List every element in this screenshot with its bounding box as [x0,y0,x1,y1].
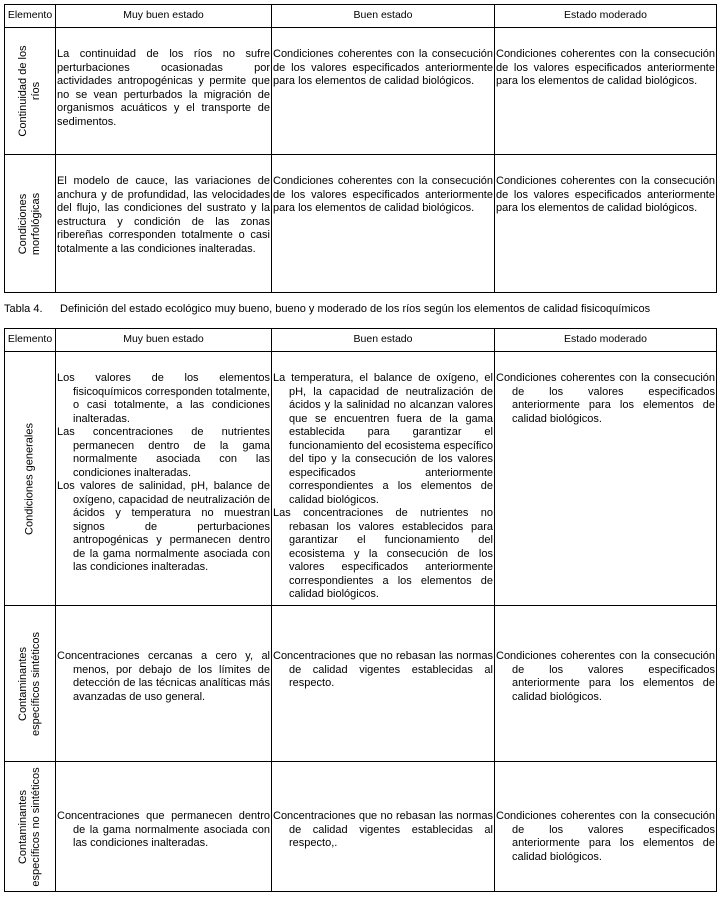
cell-very-good: Los valores de los elementos fisicoquímicos corresponden totalmente, o casi totalmente, a las condiciones inalteradas. Las concentraciones de nutrientes permanecen dentro de la gama normalmente asociada con las condiciones inalteradas. Los valores de salinidad, pH, balance de oxígeno, capacidad de neutralización de ácidos y temperatura no muestran signos de perturbaciones antropogénicas y permanecen dentro de la gama normalmente asociada con las condiciones inalteradas. [56,352,272,606]
table-header-row [5,329,717,352]
table-row [5,155,717,293]
table-caption [4,303,720,317]
row-element-label: Contaminantes específicos no sintéticos [5,762,56,892]
cell-very-good: La continuidad de los ríos no sufre perturbaciones ocasionadas por actividades antropogénicas y permite que no se vean perturbados la migración de organismos acuáticos y el transporte de sedimentos. [56,28,272,155]
hydromorphological-table [4,4,717,293]
row-element-label: Condiciones generales [5,352,56,606]
cell-good: Concentraciones que no rebasan las normas de calidad vigentes establecidas al respecto,. [272,762,495,892]
row-element-label: Continuidad de los ríos [5,28,56,155]
cell-very-good: El modelo de cauce, las variaciones de anchura y de profundidad, las velocidades del flujo, las condiciones del sustrato y la estructura y condición de las zonas ribereñas corresponden totalmente o casi totalmente a las condiciones inalteradas. [56,155,272,293]
cell-moderate: Condiciones coherentes con la consecución de los valores especificados anteriormente para los elementos de calidad biológicos. [495,352,717,606]
cell-moderate: Condiciones coherentes con la consecución de los valores especificados anteriormente para los elementos de calidad biológicos. [495,28,717,155]
caption-text: Definición del estado ecológico muy bueno, bueno y moderado de los ríos según los elementos de calidad fisicoquímicos [60,303,651,315]
table-row [5,762,717,892]
header-moderate: Estado moderado [495,329,717,352]
cell-very-good: Concentraciones que permanecen dentro de la gama normalmente asociada con las condiciones inalteradas. [56,762,272,892]
table-row [5,606,717,762]
caption-number: Tabla 4. [4,303,43,315]
table-header-row [5,5,717,28]
header-element: Elemento [5,329,56,352]
cell-moderate: Condiciones coherentes con la consecución de los valores especificados anteriormente para los elementos de calidad biológicos. [495,606,717,762]
cell-very-good: Concentraciones cercanas a cero y, al menos, por debajo de los límites de detección de las técnicas analíticas más avanzadas de uso general. [56,606,272,762]
header-good: Buen estado [272,5,495,28]
row-element-label: Contaminantes específicos sintéticos [5,606,56,762]
header-very-good: Muy buen estado [56,5,272,28]
cell-moderate: Condiciones coherentes con la consecución de los valores especificados anteriormente para los elementos de calidad biológicos. [495,762,717,892]
header-good: Buen estado [272,329,495,352]
table-row [5,352,717,606]
header-very-good: Muy buen estado [56,329,272,352]
cell-good: Concentraciones que no rebasan las normas de calidad vigentes establecidas al respecto. [272,606,495,762]
cell-good: Condiciones coherentes con la consecución de los valores especificados anteriormente para los elementos de calidad biológicos. [272,28,495,155]
cell-moderate: Condiciones coherentes con la consecución de los valores especificados anteriormente para los elementos de calidad biológicos. [495,155,717,293]
cell-good: Condiciones coherentes con la consecución de los valores especificados anteriormente para los elementos de calidad biológicos. [272,155,495,293]
header-element: Elemento [5,5,56,28]
row-element-label: Condiciones morfológicas [5,155,56,293]
header-moderate: Estado moderado [495,5,717,28]
cell-good: La temperatura, el balance de oxígeno, el pH, la capacidad de neutralización de ácidos y la salinidad no alcanzan valores que se encuentren fuera de la gama establecida para garantizar el funcionamiento del ecosistema específico del tipo y la consecución de los valores especificados anteriormente correspondientes a los elementos de calidad biológicos. Las concentraciones de nutrientes no rebasan los valores establecidos para garantizar el funcionamiento del ecosistema y la consecución de los valores especificados anteriormente correspondientes a los elementos de calidad biológicos. [272,352,495,606]
physicochemical-table [4,328,717,892]
table-row [5,28,717,155]
